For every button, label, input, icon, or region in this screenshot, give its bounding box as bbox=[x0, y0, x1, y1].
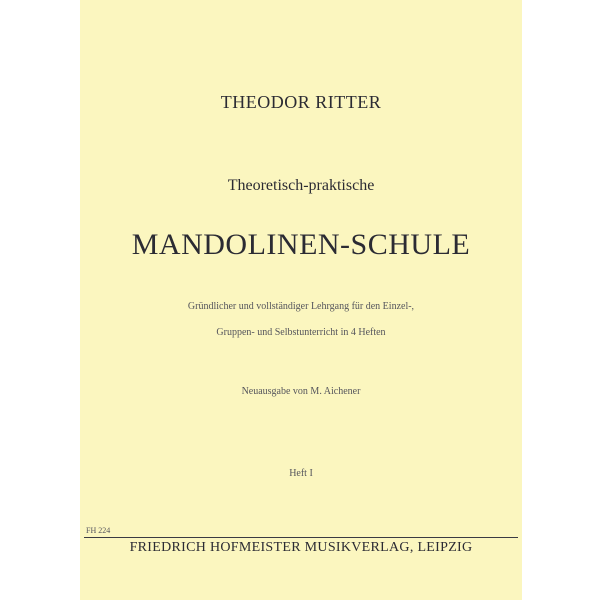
divider-rule bbox=[84, 537, 518, 538]
catalog-number: FH 224 bbox=[86, 526, 111, 535]
pretitle: Theoretisch-praktische bbox=[227, 177, 375, 194]
editor-credit: Neuausgabe von M. Aichener bbox=[241, 386, 361, 397]
publisher-name: FRIEDRICH HOFMEISTER MUSIKVERLAG, LEIPZIG bbox=[129, 540, 473, 555]
description-line-1: Gründlicher und vollständiger Lehrgang für den Einzel-, bbox=[187, 301, 415, 312]
main-title: MANDOLINEN-SCHULE bbox=[131, 228, 471, 261]
cover-page bbox=[80, 0, 522, 600]
author-name: THEODOR RITTER bbox=[220, 92, 382, 112]
description-line-2: Gruppen- und Selbstunterricht in 4 Heften bbox=[216, 327, 386, 338]
volume-label: Heft I bbox=[289, 468, 313, 479]
